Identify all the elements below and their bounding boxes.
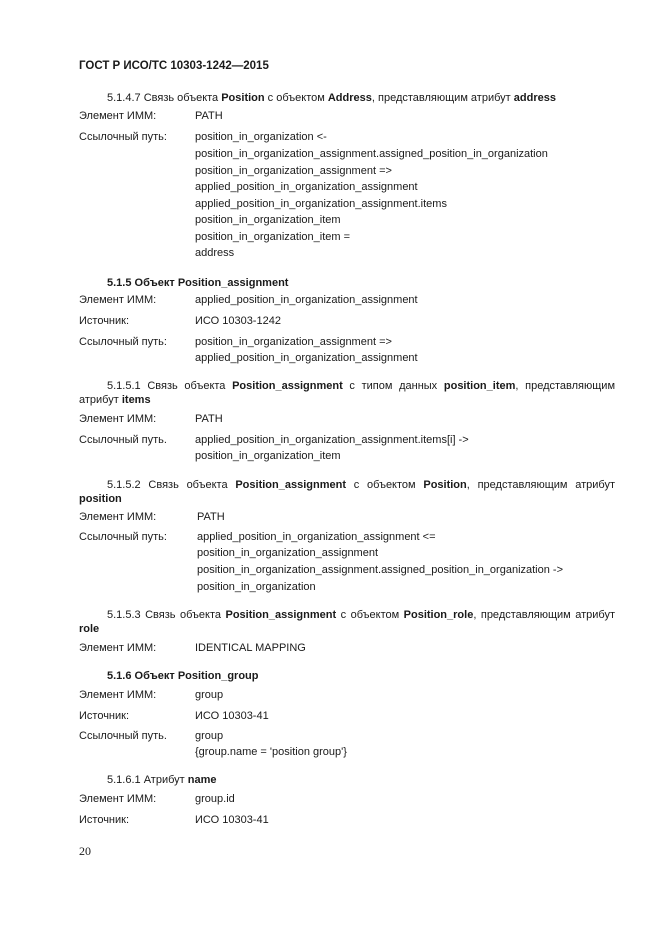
ref-line: applied_position_in_organization_assignment <=	[197, 531, 436, 543]
section-heading-5-1-6: 5.1.6 Объект Position_group	[107, 670, 259, 682]
section-heading-5-1-6-1: 5.1.6.1 Атрибут name	[107, 774, 217, 786]
value-source: ИСО 10303-41	[195, 814, 269, 826]
label-ref: Ссылочный путь.	[79, 730, 167, 742]
section-heading-5-1-5-3: 5.1.5.3 Связь объекта Position_assignment с объектом Position_role, представляющим атрибут role	[79, 609, 615, 635]
label-ref: Ссылочный путь.	[79, 434, 167, 446]
ref-line: position_in_organization_assignment.assigned_position_in_organization	[195, 148, 548, 160]
ref-line: address	[195, 247, 235, 259]
label-imm: Элемент ИММ:	[79, 642, 157, 654]
value-imm: PATH	[195, 110, 223, 122]
value-imm: group	[195, 689, 224, 701]
ref-line: group	[195, 730, 224, 742]
document-header: ГОСТ Р ИСО/ТС 10303-1242—2015	[79, 60, 269, 72]
value-imm: IDENTICAL MAPPING	[195, 642, 306, 654]
ref-line: applied_position_in_organization_assignment.items	[195, 198, 447, 210]
ref-line: position_in_organization_item	[195, 450, 341, 462]
ref-line: position_in_organization_item	[195, 214, 341, 226]
ref-line: applied_position_in_organization_assignment.items[i] ->	[195, 434, 469, 446]
ref-line: position_in_organization_item =	[195, 231, 351, 243]
label-ref: Ссылочный путь:	[79, 131, 167, 143]
label-imm: Элемент ИММ:	[79, 110, 157, 122]
ref-line: position_in_organization_assignment.assigned_position_in_organization ->	[197, 564, 564, 576]
section-heading-5-1-5-1: 5.1.5.1 Связь объекта Position_assignment с типом данных position_item, представляющим атрибут items	[79, 380, 616, 406]
ref-line: position_in_organization_assignment	[197, 547, 379, 559]
page-number: 20	[79, 844, 91, 858]
section-heading-5-1-5-2: 5.1.5.2 Связь объекта Position_assignment с объектом Position, представляющим атрибут position	[79, 479, 615, 505]
ref-line: applied_position_in_organization_assignment	[195, 352, 418, 364]
label-ref: Ссылочный путь:	[79, 336, 167, 348]
ref-line: applied_position_in_organization_assignment	[195, 181, 418, 193]
value-source: ИСО 10303-1242	[195, 315, 281, 327]
label-imm: Элемент ИММ:	[79, 294, 157, 306]
label-imm: Элемент ИММ:	[79, 793, 157, 805]
value-imm: group.id	[195, 793, 235, 805]
ref-line: position_in_organization_assignment =>	[195, 336, 392, 348]
label-imm: Элемент ИММ:	[79, 511, 157, 523]
value-imm: PATH	[195, 413, 223, 425]
section-heading-5-1-5: 5.1.5 Объект Position_assignment	[107, 277, 289, 289]
label-source: Источник:	[79, 315, 130, 327]
value-imm: PATH	[197, 511, 225, 523]
label-ref: Ссылочный путь:	[79, 531, 167, 543]
label-imm: Элемент ИММ:	[79, 689, 157, 701]
section-heading-5-1-4-7: 5.1.4.7 Связь объекта Position с объектом Address, представляющим атрибут address	[107, 92, 556, 104]
ref-line: {group.name = 'position group'}	[195, 746, 347, 758]
value-imm: applied_position_in_organization_assignment	[195, 294, 418, 306]
ref-line: position_in_organization_assignment =>	[195, 165, 392, 177]
ref-line: position_in_organization	[197, 581, 316, 593]
label-imm: Элемент ИММ:	[79, 413, 157, 425]
label-source: Источник:	[79, 710, 130, 722]
value-source: ИСО 10303-41	[195, 710, 269, 722]
label-source: Источник:	[79, 814, 130, 826]
ref-line: position_in_organization <-	[195, 131, 327, 143]
